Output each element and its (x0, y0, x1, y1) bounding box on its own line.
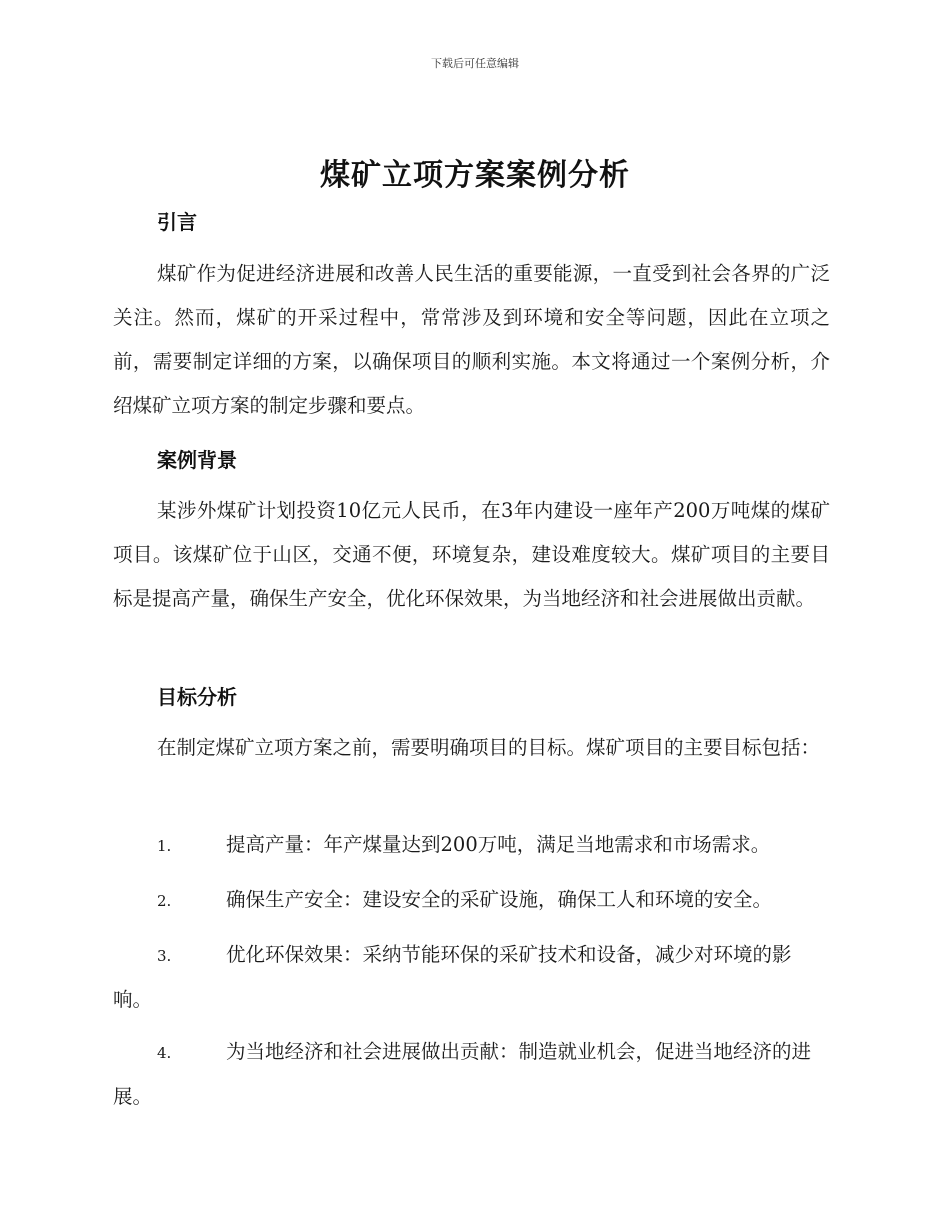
header-note: 下载后可任意编辑 (431, 57, 519, 70)
list-item: 2. 确保生产安全：建设安全的采矿设施，确保工人和环境的安全。 (157, 888, 773, 911)
list-item: 1. 提高产量：年产煤量达到200万吨，满足当地需求和市场需求。 (157, 833, 771, 856)
section-heading-background: 案例背景 (157, 448, 237, 472)
paragraph-goals: 在制定煤矿立项方案之前，需要明确项目的目标。煤矿项目的主要目标包括： (157, 736, 821, 759)
list-item-text: 为当地经济和社会进展做出贡献：制造就业机会，促进当地经济的进展。 (113, 1040, 812, 1108)
paragraph-background: 某涉外煤矿计划投资10亿元人民币，在3年内建设一座年产200万吨煤的煤矿项目。该煤矿位于山区，交通不便，环境复杂，建设难度较大。煤矿项目的主要目标是提高产量，确保生产安全，优化环保效果，为当地经济和社会进展做出贡献。 (113, 499, 830, 610)
section-heading-intro: 引言 (157, 210, 197, 234)
list-item-text: 优化环保效果：采纳节能环保的采矿技术和设备，减少对环境的影响。 (113, 943, 792, 1011)
list-item-text: 确保生产安全：建设安全的采矿设施，确保工人和环境的安全。 (226, 888, 773, 911)
list-item-text: 提高产量：年产煤量达到200万吨，满足当地需求和市场需求。 (226, 833, 771, 856)
paragraph-intro: 煤矿作为促进经济进展和改善人民生活的重要能源，一直受到社会各界的广泛关注。然而，煤矿的开采过程中，常常涉及到环境和安全等问题，因此在立项之前，需要制定详细的方案，以确保项目的顺利实施。本文将通过一个案例分析，介绍煤矿立项方案的制定步骤和要点。 (113, 262, 830, 417)
document-title: 煤矿立项方案案例分析 (320, 158, 630, 193)
section-heading-goals: 目标分析 (157, 685, 237, 709)
list-item: 3. 优化环保效果：采纳节能环保的采矿技术和设备，减少对环境的影响。 (113, 943, 792, 1011)
list-item: 4. 为当地经济和社会进展做出贡献：制造就业机会，促进当地经济的进展。 (113, 1040, 812, 1108)
